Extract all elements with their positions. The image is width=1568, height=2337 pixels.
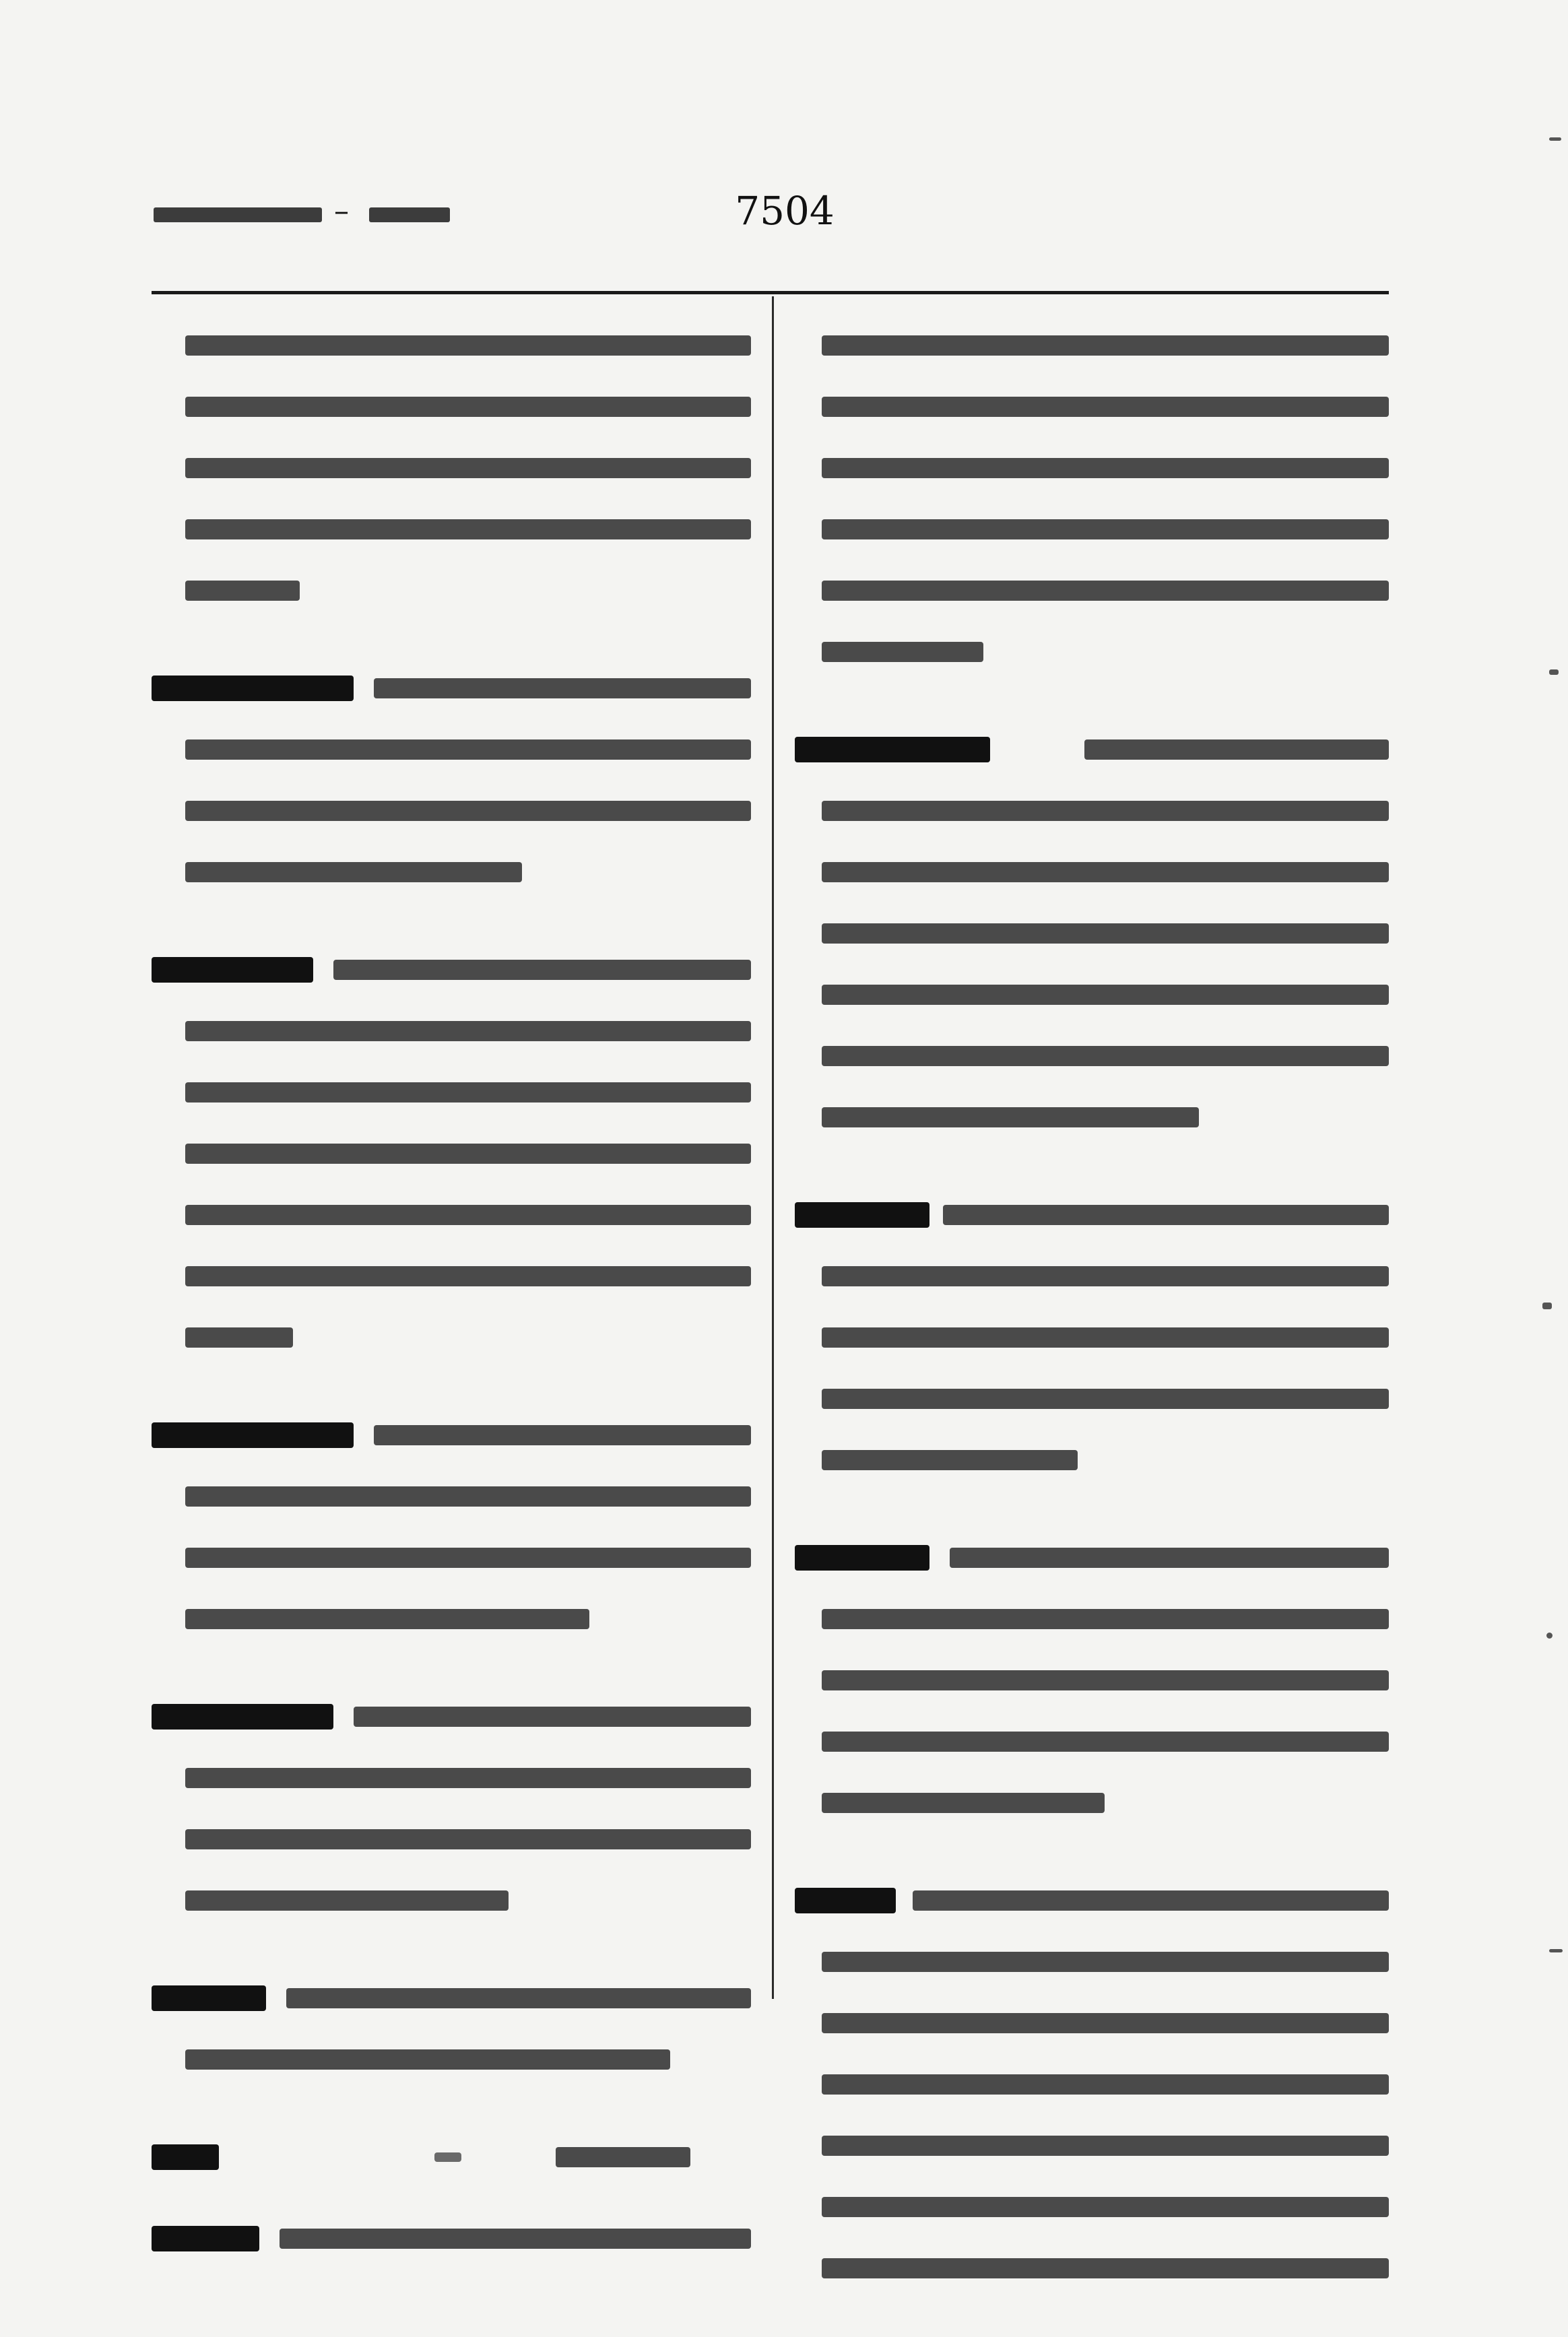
scan-mark	[1549, 1949, 1563, 1952]
entry	[152, 317, 754, 623]
text-line	[152, 2210, 754, 2271]
text-line	[152, 1002, 754, 1063]
entry	[152, 2210, 754, 2271]
text-line	[795, 2178, 1389, 2239]
text-line	[795, 439, 1389, 500]
text-line	[152, 941, 754, 1002]
entry	[152, 1969, 754, 2092]
page-number: 7504	[735, 188, 835, 234]
text-line	[795, 1088, 1389, 1150]
text-line	[152, 1590, 754, 1651]
text-line	[152, 1468, 754, 1529]
text-line	[795, 1370, 1389, 1431]
text-line	[795, 904, 1389, 966]
entry	[152, 1688, 754, 1933]
text-line	[795, 317, 1389, 378]
scan-mark	[1549, 137, 1561, 141]
entry	[152, 2128, 754, 2190]
entry	[795, 317, 1389, 684]
left-column	[152, 317, 754, 2307]
text-line	[152, 500, 754, 562]
text-line	[152, 1969, 754, 2031]
entry	[795, 1872, 1389, 2301]
scan-mark	[1542, 1303, 1552, 1309]
entry	[795, 1529, 1389, 1835]
text-line	[152, 721, 754, 782]
text-line	[795, 1774, 1389, 1835]
running-head-last-word	[369, 207, 450, 222]
text-line	[795, 721, 1389, 782]
text-line	[152, 659, 754, 721]
text-line	[152, 1247, 754, 1309]
entry	[152, 1406, 754, 1651]
text-line	[795, 1713, 1389, 1774]
entry	[795, 721, 1389, 1150]
text-line	[795, 843, 1389, 904]
text-line	[795, 1431, 1389, 1492]
text-line	[795, 1590, 1389, 1651]
text-line	[152, 1125, 754, 1186]
text-line	[152, 1186, 754, 1247]
text-line	[795, 1186, 1389, 1247]
text-line	[795, 1994, 1389, 2055]
text-line	[795, 1872, 1389, 1933]
text-line	[795, 1933, 1389, 1994]
scan-mark	[1549, 669, 1559, 675]
text-line	[152, 1529, 754, 1590]
text-line	[152, 1810, 754, 1872]
entry	[152, 941, 754, 1370]
text-line	[152, 1063, 754, 1125]
running-head-separator: –	[334, 194, 349, 228]
text-line	[152, 2031, 754, 2092]
text-line	[795, 1027, 1389, 1088]
text-line	[795, 782, 1389, 843]
text-line	[152, 1749, 754, 1810]
running-head-first-word	[154, 207, 322, 222]
entry	[152, 659, 754, 904]
text-line	[795, 2055, 1389, 2117]
column-divider	[772, 296, 774, 1999]
text-line	[152, 1406, 754, 1468]
text-line	[795, 1529, 1389, 1590]
text-line	[152, 1309, 754, 1370]
text-line	[795, 1309, 1389, 1370]
text-line	[795, 623, 1389, 684]
text-line	[152, 378, 754, 439]
entry	[795, 1186, 1389, 1492]
text-line	[795, 966, 1389, 1027]
top-rule	[152, 291, 1389, 294]
text-line	[795, 378, 1389, 439]
text-line	[795, 1247, 1389, 1309]
text-line	[152, 843, 754, 904]
text-line	[152, 317, 754, 378]
text-line	[795, 2117, 1389, 2178]
text-line	[152, 562, 754, 623]
scan-mark	[1546, 1633, 1553, 1639]
right-column	[795, 317, 1389, 2337]
text-line	[152, 1688, 754, 1749]
text-line	[152, 1872, 754, 1933]
text-line	[152, 2128, 754, 2190]
text-line	[795, 2239, 1389, 2301]
text-line	[152, 439, 754, 500]
text-line	[795, 562, 1389, 623]
text-line	[152, 782, 754, 843]
text-line	[795, 1651, 1389, 1713]
text-line	[795, 500, 1389, 562]
